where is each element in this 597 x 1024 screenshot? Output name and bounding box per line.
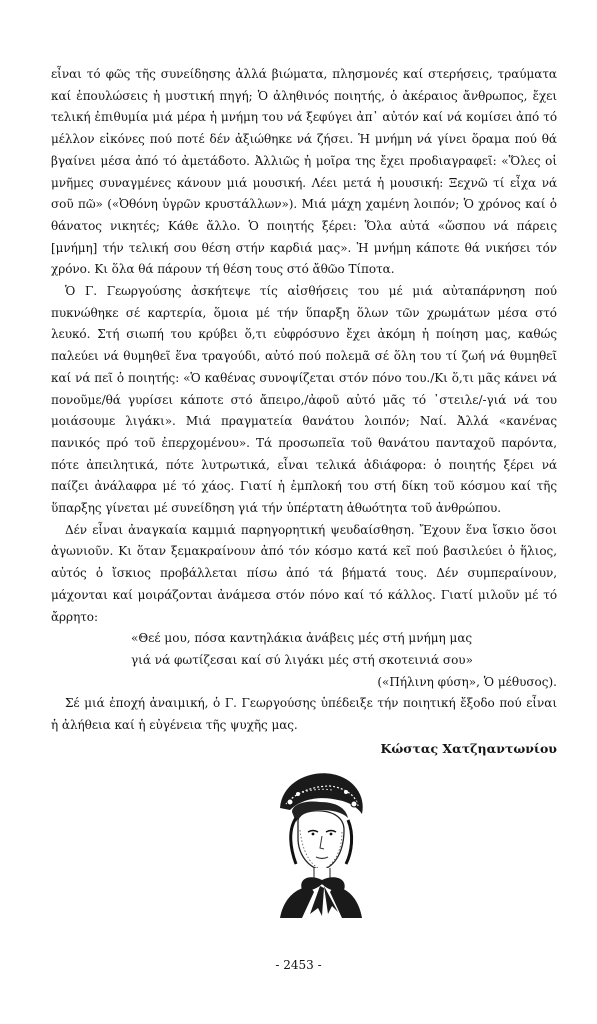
article-body: [51, 64, 557, 628]
poem-line-2: γιά νά φωτίζεσαι καί σύ λιγάκι μές στή σκοτεινιά σου»: [131, 652, 473, 667]
page-number: - 2453 -: [275, 958, 322, 972]
poem-line-1: «Θεέ μου, πόσα καντηλάκια ἀνάβεις μές στή μνήμη μας: [131, 631, 473, 646]
victorian-woman-portrait-icon: [262, 768, 377, 918]
paragraph-2: Ὁ Γ. Γεωργούσης ἀσκήτεψε τίς αἰσθήσεις του μέ μιά αὐταπάρνηση πού πυκνώθηκε σέ καρτερία, ὅμοια μέ τήν ὕπαρξη ὅλων τῶν χρωμάτων μέσα στό λευκό. Στή σιωπή του κρύβει ὅ,τι εὐφρόσυνο ἔχει ἀκόμη ἡ ποίηση μας, καθώς παλεύει νά θυμηθεῖ ἕνα τραγούδι, αὐτό πού πολεμᾶ σέ ὅλη του τί ζωή νά θυμηθεῖ καί νά πεῖ ὁ ποιητής: «Ὁ καθένας συνοψίζεται στόν πόνο του./Κι ὅ,τι μᾶς κάνει νά πονοῦμε/θά γυρίσει κάποτε στό ἄπειρο,/ἀφοῦ αὐτό μᾶς τό ᾽στειλε/-γιά νά του μοιάσουμε λιγάκι». Μιά πραγματεία θανάτου λοιπόν; Ναί. Ἀλλά «κανένας πανικός πρό τοῦ ἐπερχομένου». Τά προσωπεῖα τοῦ θανάτου πανταχοῦ παρόντα, πότε ἀπειλητικά, πότε λυτρωτικά, εἶναι τελικά ἀδιάφορα: ὁ ποιητής ξέρει νά παίζει ἀνάλαφρα μέ τό χάος. Γιατί ἡ ἐμπλοκή του στή δίκη τοῦ κόσμου καί τῆς ὕπαρξης γίνεται μέ συνείδηση γιά τήν ὑπέρτατη ἀθωότητα τοῦ ἀνθρώπου.: [51, 284, 557, 516]
paragraph-1: εἶναι τό φῶς τῆς συνείδησης ἀλλά βιώματα, πλησμονές καί στερήσεις, τραύματα καί ἐπουλώσεις ἡ μυστική πηγή; Ὁ ἀληθινός ποιητής, ὁ ἀκέραιος ἄνθρωπος, ἔχει τελική ἐπιθυμία μιά μέρα ἡ μνήμη του νά ξεφύγει ἀπ᾽ αὐτόν καί νά κομίσει ἀπό τό μέλλον εἰκόνες πού ποτέ δέν ἀξιώθηκε νά ζήσει. Ἡ μνήμη νά γίνει ὅραμα πού θά βγαίνει μέσα ἀπό τό ἀμετάδοτο. Ἀλλιῶς ἡ μοῖρα της ἔχει προδιαγραφεῖ: «Ὅλες οἱ μνῆμες συναγμένες κάνουν μιά μουσική. Λέει μετά ἡ μουσική: Ξεχνῶ τί εἶχα νά σοῦ πῶ» («Ὀθόνη ὑγρῶν κρυστάλλων»). Μιά μάχη χαμένη λοιπόν; Ὁ χρόνος καί ὁ θάνατος νικητές; Κάθε ἄλλο. Ὁ ποιητής ξέρει: Ὅλα αὐτά «ὥσπου νά πάρεις [μνήμη] τήν τελική σου θέση στήν καρδιά μας». Ἡ μνήμη κάποτε θά νικήσει τόν χρόνο. Κι ὅλα θά πάρουν τή θέση τους στό ἄθῶο Τίποτα.: [51, 67, 557, 277]
closing-paragraph: Σέ μιά ἐποχή ἀναιμική, ὁ Γ. Γεωργούσης ὑπέδειξε τήν ποιητική ἔξοδο πού εἶναι ἡ ἀλήθεια καί ἡ εὐγένεια τῆς ψυχῆς μας.: [51, 696, 557, 733]
poem-quote: [51, 628, 557, 671]
paragraph-3: Δέν εἶναι ἀναγκαία καμμιά παρηγορητική ψευδαίσθηση. Ἔχουν ἕνα ἴσκιο ὅσοι ἀγωνιοῦν. Κι ὅταν ξεμακραίνουν ἀπό τόν κόσμο κατά κεῖ πού βασιλεύει ὁ ἥλιος, αὐτός ὁ ἴσκιος προβάλλεται πίσω ἀπό τά βήματά τους. Δέν συμπεραίνουν, μάχονται καί μοιράζονται ἀνάμεσα στόν πόνο καί τό κάλλος. Γιατί μιλοῦν μέ τό ἄρρητο:: [51, 522, 557, 624]
poem-source: («Πήλινη φύση», Ὁ μέθυσος).: [377, 674, 557, 689]
article-page: [51, 64, 557, 761]
author-signature: Κώστας Χατζηαντωνίου: [380, 740, 557, 756]
